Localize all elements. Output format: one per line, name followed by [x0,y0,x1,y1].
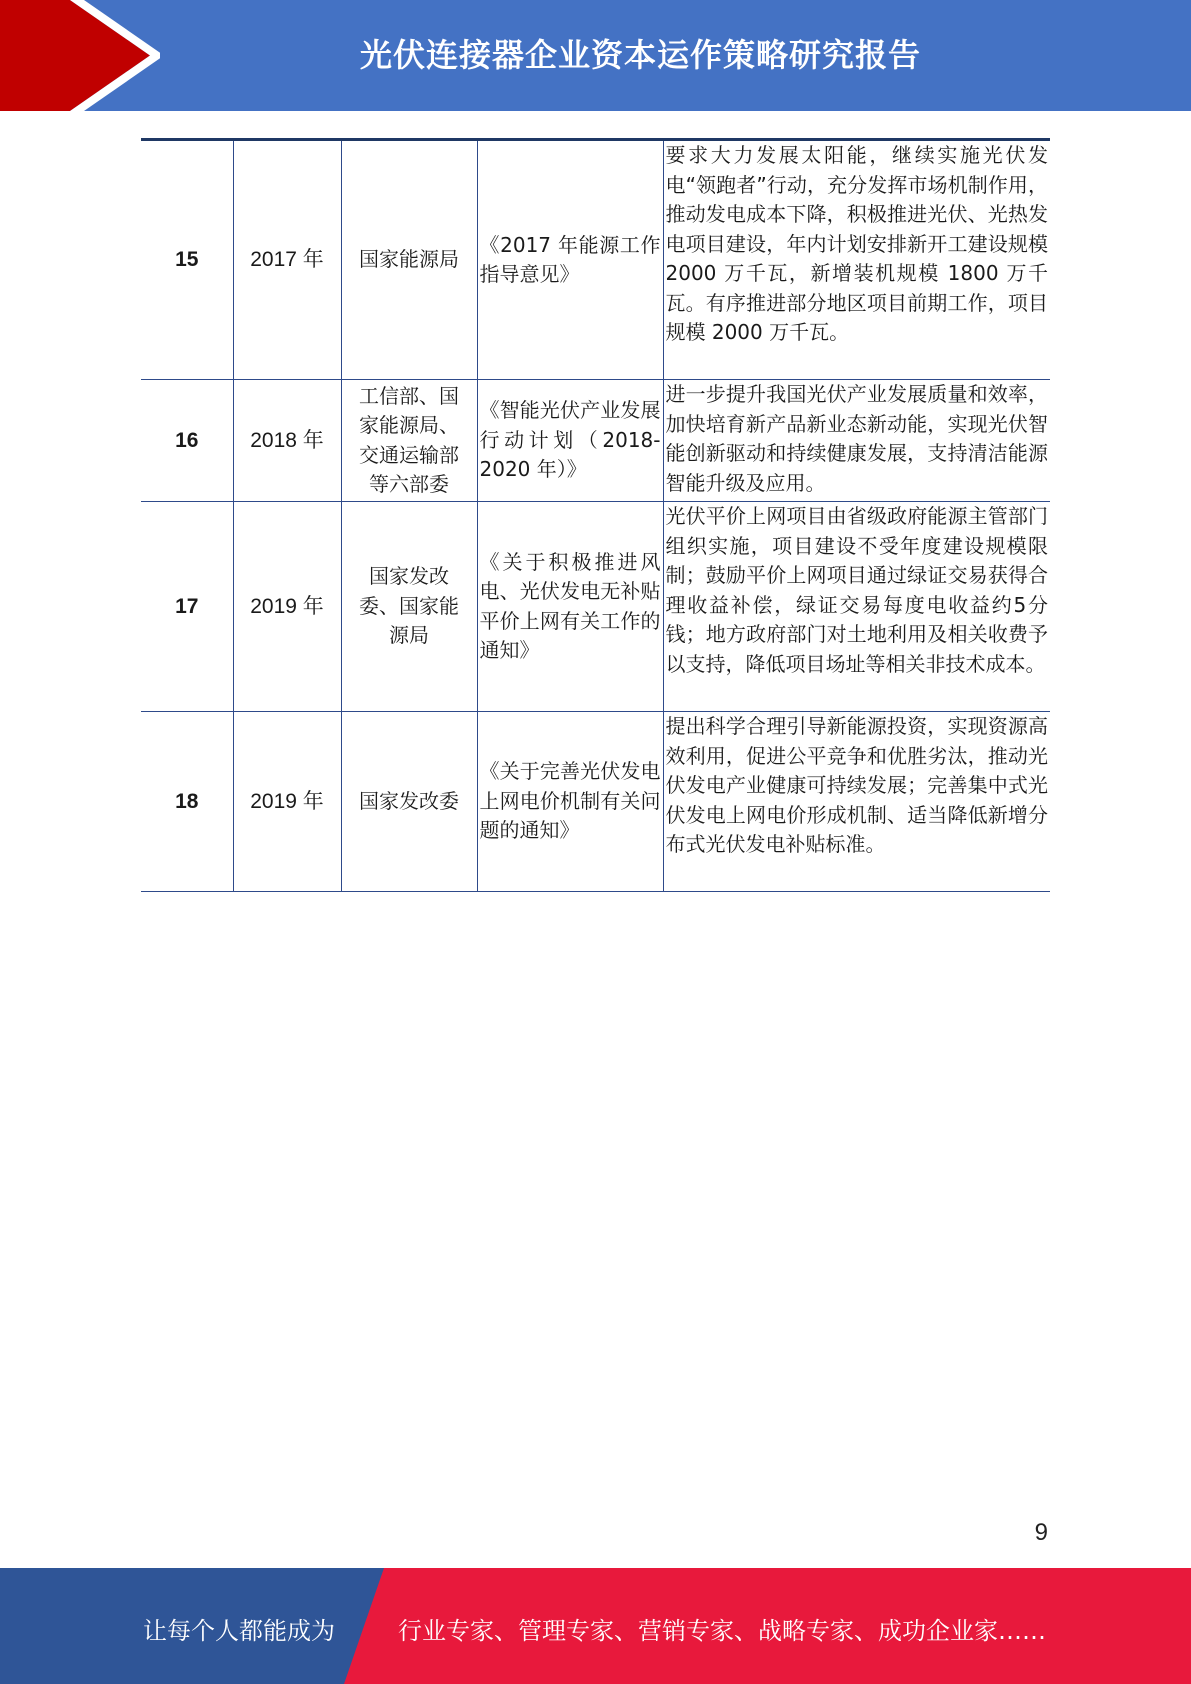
table-row [141,140,1050,380]
page-footer [0,1568,1191,1684]
row-document: 《关于完善光伏发电上网电价机制有关问题的通知》 [477,712,663,892]
row-document: 《关于积极推进风电、光伏发电无补贴平价上网有关工作的通知》 [477,502,663,712]
row-document: 《智能光伏产业发展行动计划（2018-2020 年）》 [477,380,663,502]
page-header [0,0,1191,111]
row-year: 2018 年 [233,380,341,502]
row-number: 16 [141,380,233,502]
table-row [141,502,1050,712]
row-department: 工信部、国家能源局、交通运输部等六部委 [341,380,477,502]
row-content: 要求大力发展太阳能，继续实施光伏发电“领跑者”行动，充分发挥市场机制作用，推动发电成本下降，积极推进光伏、光热发电项目建设，年内计划安排新开工建设规模 2000 万千瓦，新增装机规模 1800 万千瓦。有序推进部分地区项目前期工作，项目规模 2000 万千瓦。 [663,140,1050,380]
row-number: 18 [141,712,233,892]
row-department: 国家能源局 [341,140,477,380]
row-year: 2019 年 [233,502,341,712]
report-title: 光伏连接器企业资本运作策略研究报告 [359,36,921,74]
row-year: 2017 年 [233,140,341,380]
row-content: 光伏平价上网项目由省级政府能源主管部门组织实施，项目建设不受年度建设规模限制；鼓励平价上网项目通过绿证交易获得合理收益补偿，绿证交易每度电收益约5分钱；地方政府部门对土地利用及相关收费予以支持，降低项目场址等相关非技术成本。 [663,502,1050,712]
footer-slogan-left: 让每个人都能成为 [143,1617,335,1645]
policy-table [141,138,1050,892]
row-content: 提出科学合理引导新能源投资，实现资源高效利用，促进公平竞争和优胜劣汰，推动光伏发电产业健康可持续发展；完善集中式光伏发电上网电价形成机制、适当降低新增分布式光伏发电补贴标准。 [663,712,1050,892]
row-content: 进一步提升我国光伏产业发展质量和效率，加快培育新产品新业态新动能，实现光伏智能创新驱动和持续健康发展，支持清洁能源智能升级及应用。 [663,380,1050,502]
row-document: 《2017 年能源工作指导意见》 [477,140,663,380]
table-row [141,712,1050,892]
table-row [141,380,1050,502]
row-department: 国家发改委、国家能源局 [341,502,477,712]
row-number: 15 [141,140,233,380]
row-year: 2019 年 [233,712,341,892]
row-number: 17 [141,502,233,712]
footer-slogan-right: 行业专家、管理专家、营销专家、战略专家、成功企业家…… [398,1617,1046,1645]
row-department: 国家发改委 [341,712,477,892]
page-number: 9 [1034,1519,1048,1546]
